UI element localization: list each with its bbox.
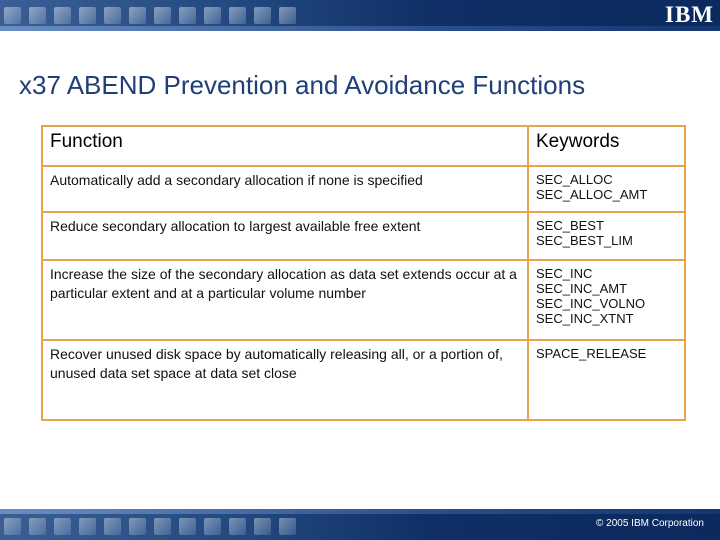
keywords-cell — [528, 260, 685, 340]
keyword: SPACE_RELEASE — [536, 346, 647, 361]
banner-stripe — [0, 26, 720, 31]
keyword: SEC_INC — [536, 266, 593, 281]
keyword: SEC_BEST — [536, 218, 604, 233]
keyword: SEC_ALLOC — [536, 172, 613, 187]
page-title: x37 ABEND Prevention and Avoidance Functions — [19, 70, 586, 100]
table-row — [42, 212, 685, 260]
keyword: SEC_INC_VOLNO — [536, 296, 646, 311]
footer-pattern — [0, 514, 330, 540]
keywords-cell — [528, 212, 685, 260]
ibm-logo: IBM — [665, 2, 714, 27]
table-header-row — [42, 126, 685, 166]
functions-table — [41, 125, 686, 421]
keyword: SEC_INC_AMT — [536, 281, 628, 296]
function-cell: Increase the size of the secondary allocation as data set extends occur at a particular extent and at a particular volume number — [42, 260, 528, 340]
header-keywords: Keywords — [528, 126, 685, 166]
header-banner — [0, 0, 720, 31]
table-row — [42, 166, 685, 212]
function-cell: Reduce secondary allocation to largest available free extent — [42, 212, 528, 260]
keyword: SEC_BEST_LIM — [536, 233, 633, 248]
table-row — [42, 260, 685, 340]
keywords-cell — [528, 166, 685, 212]
header-function: Function — [42, 126, 528, 166]
function-cell: Recover unused disk space by automatically releasing all, or a portion of, unused data set space at data set close — [42, 340, 528, 420]
function-cell: Automatically add a secondary allocation if none is specified — [42, 166, 528, 212]
keywords-cell — [528, 340, 685, 420]
table-row — [42, 340, 685, 420]
footer-banner — [0, 509, 720, 540]
copyright: © 2005 IBM Corporation — [596, 518, 704, 529]
keyword: SEC_ALLOC_AMT — [536, 187, 648, 202]
keyword: SEC_INC_XTNT — [536, 311, 634, 326]
